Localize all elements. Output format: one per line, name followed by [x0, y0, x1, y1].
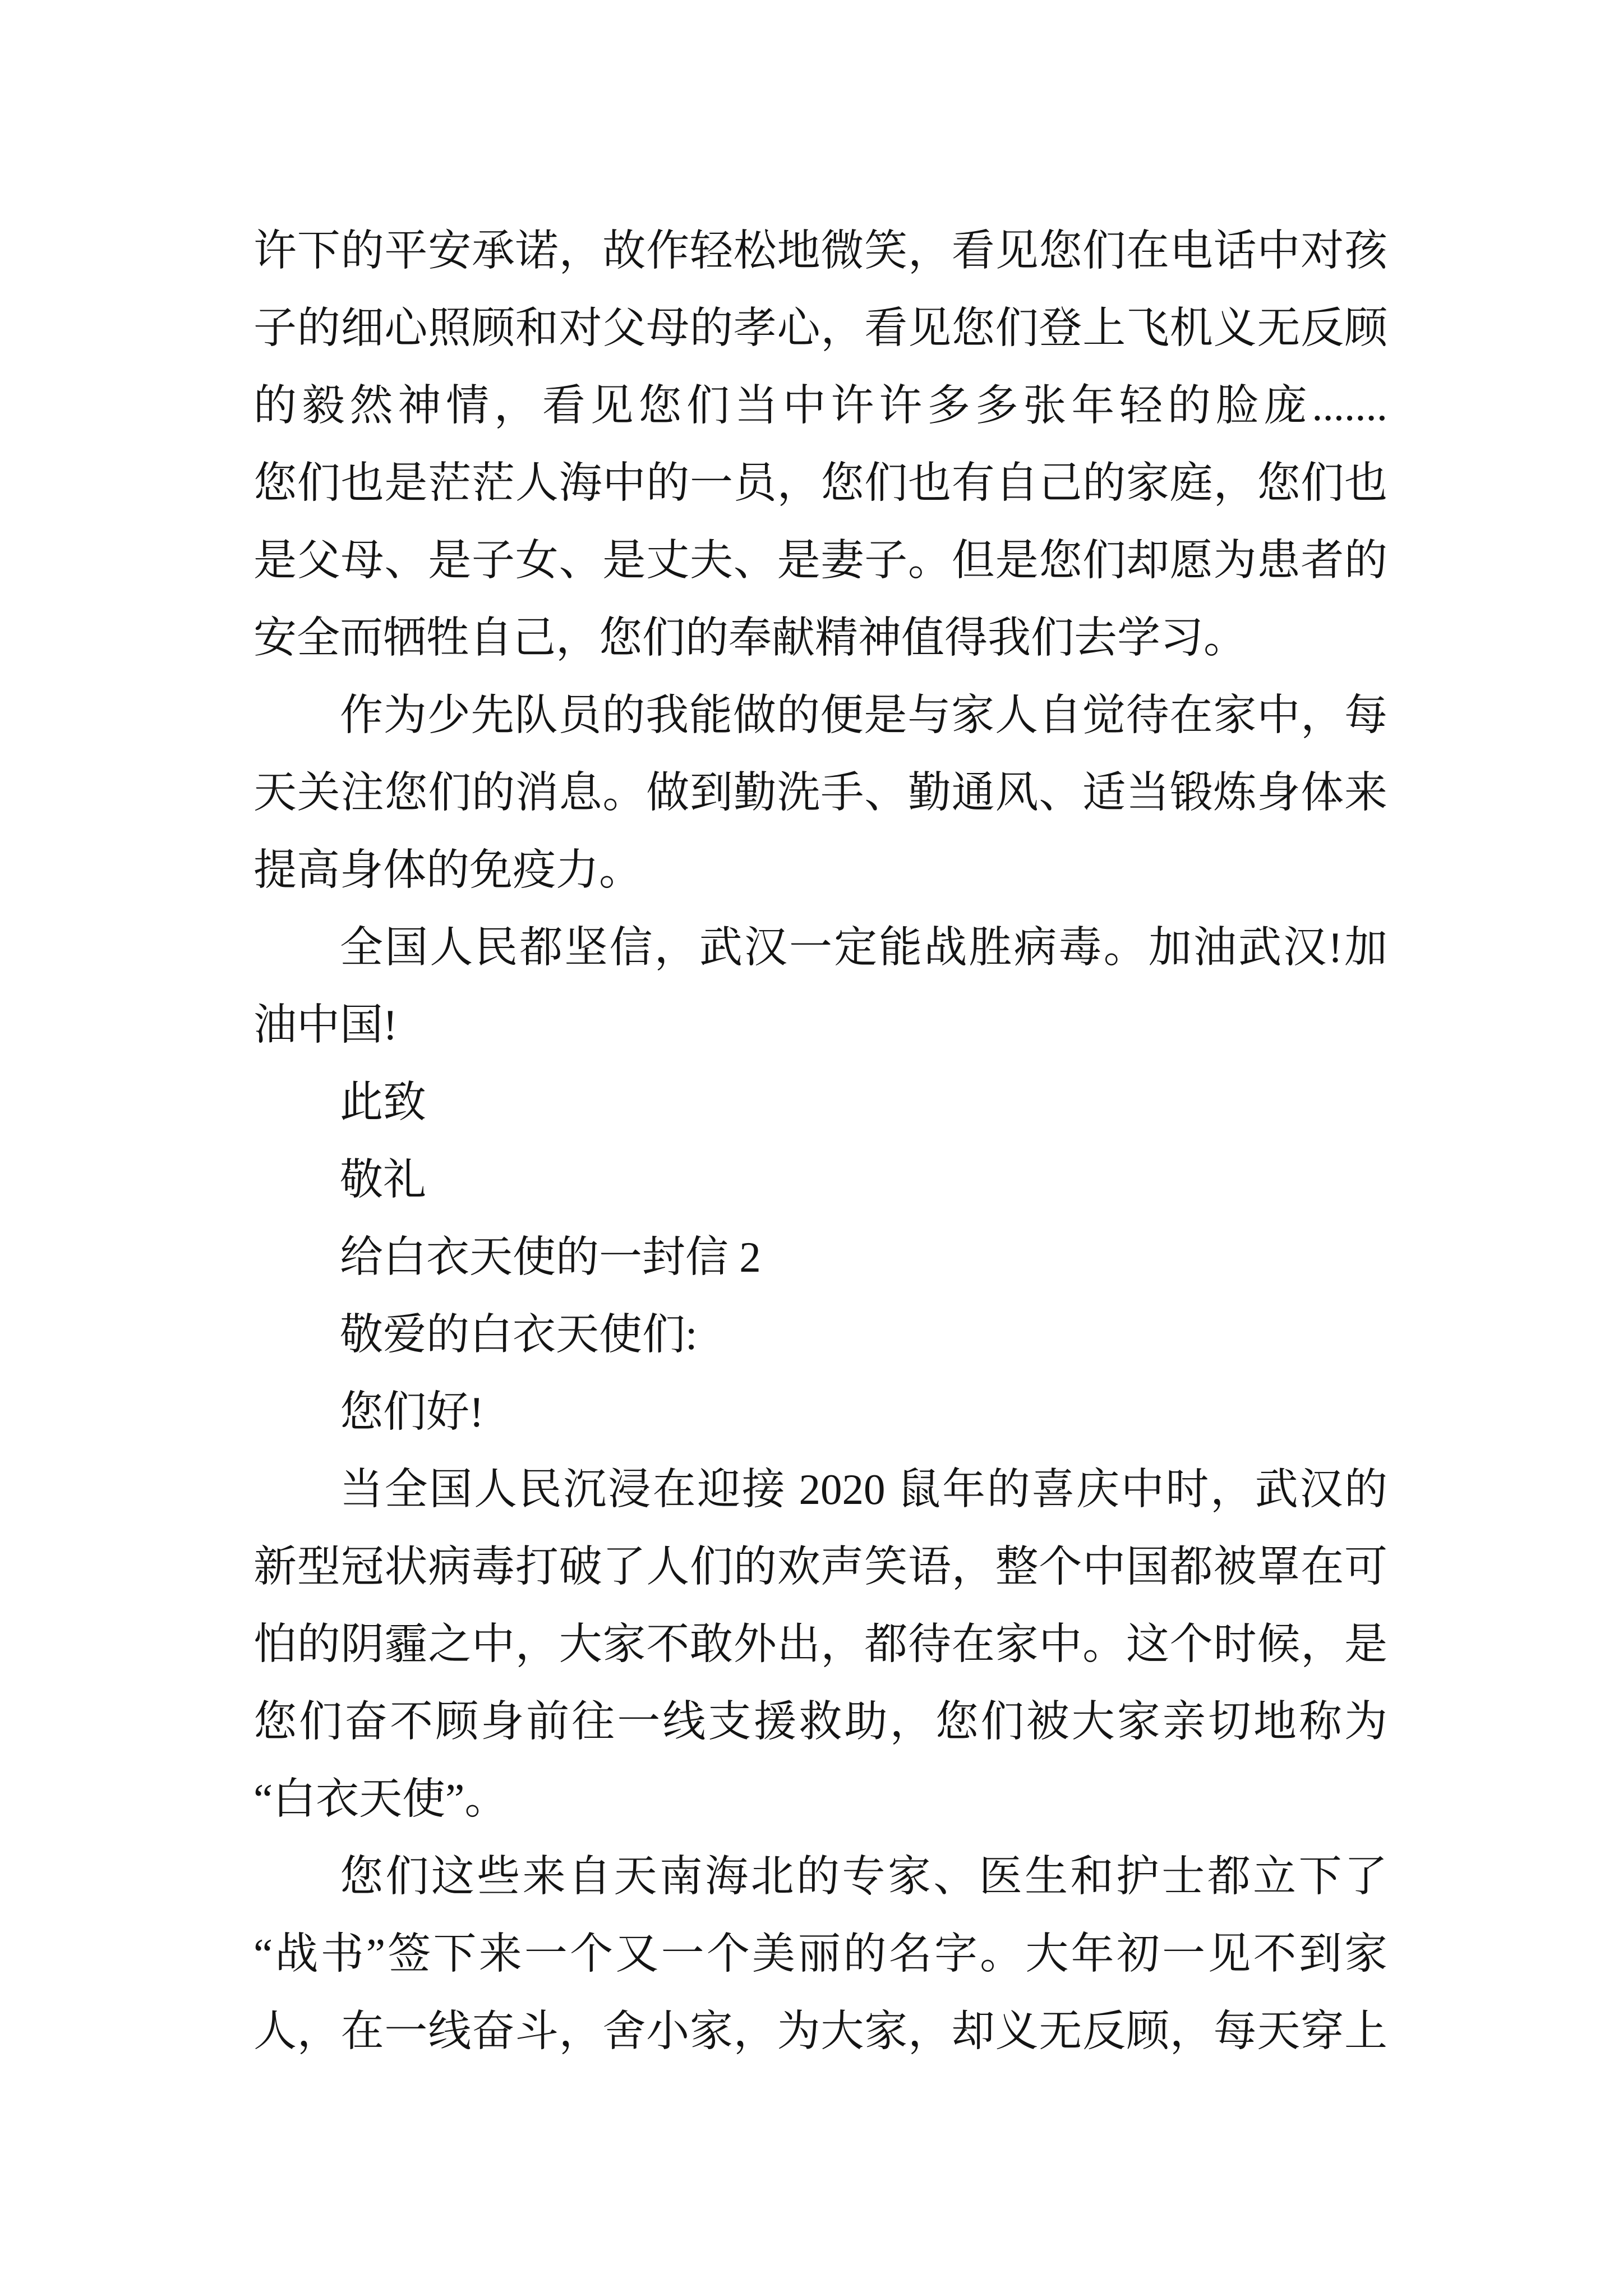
text-line: 许下的平安承诺，故作轻松地微笑，看见您们在电话中对孩 — [253, 227, 1387, 275]
text-line: 您们好! — [340, 1388, 484, 1436]
text-line: 敬爱的白衣天使们: — [340, 1310, 698, 1359]
text-line: 安全而牺牲自己，您们的奉献精神值得我们去学习。 — [253, 614, 1247, 662]
letter-body — [253, 212, 1387, 2070]
text-line: 是父母、是子女、是丈夫、是妻子。但是您们却愿为患者的 — [253, 536, 1387, 585]
paragraph — [253, 1838, 1387, 2070]
text-line: 给白衣天使的一封信 2 — [340, 1233, 761, 1281]
text-line: 油中国! — [253, 1001, 398, 1049]
text-line: 全国人民都坚信，武汉一定能战胜病毒。加油武汉!加 — [340, 923, 1387, 972]
greeting — [253, 1373, 1387, 1451]
text-line: 的毅然神情，看见您们当中许许多多张年轻的脸庞....... — [253, 381, 1387, 430]
text-line: 天关注您们的消息。做到勤洗手、勤通风、适当锻炼身体来 — [253, 769, 1387, 817]
text-line: 怕的阴霾之中，大家不敢外出，都待在家中。这个时候，是 — [253, 1620, 1387, 1668]
paragraph — [253, 909, 1387, 1064]
text-line: 作为少先队员的我能做的便是与家人自觉待在家中，每 — [340, 691, 1387, 739]
text-line: 您们奋不顾身前往一线支援救助，您们被大家亲切地称为 — [253, 1697, 1387, 1746]
text-line: 人，在一线奋斗，舍小家，为大家，却义无反顾，每天穿上 — [253, 2007, 1387, 2055]
text-line: 敬礼 — [340, 1156, 426, 1204]
text-line: 新型冠状病毒打破了人们的欢声笑语，整个中国都被罩在可 — [253, 1543, 1387, 1591]
paragraph — [253, 677, 1387, 909]
paragraph — [253, 212, 1387, 677]
greeting-address — [253, 1296, 1387, 1373]
text-line: “白衣天使”。 — [253, 1775, 508, 1823]
closing-salutation — [253, 1064, 1387, 1141]
text-line: 提高身体的免疫力。 — [253, 846, 642, 894]
text-line: 您们这些来自天南海北的专家、医生和护士都立下了 — [340, 1852, 1387, 1901]
letter-title — [253, 1218, 1387, 1296]
text-line: “战书”签下来一个又一个美丽的名字。大年初一见不到家 — [253, 1930, 1387, 1978]
paragraph — [253, 1451, 1387, 1838]
text-line: 子的细心照顾和对父母的孝心，看见您们登上飞机义无反顾 — [253, 304, 1387, 352]
text-line: 当全国人民沉浸在迎接 2020 鼠年的喜庆中时，武汉的 — [340, 1465, 1387, 1513]
text-line: 您们也是茫茫人海中的一员，您们也有自己的家庭，您们也 — [253, 459, 1387, 507]
text-line: 此致 — [340, 1078, 426, 1126]
closing-regards — [253, 1141, 1387, 1218]
